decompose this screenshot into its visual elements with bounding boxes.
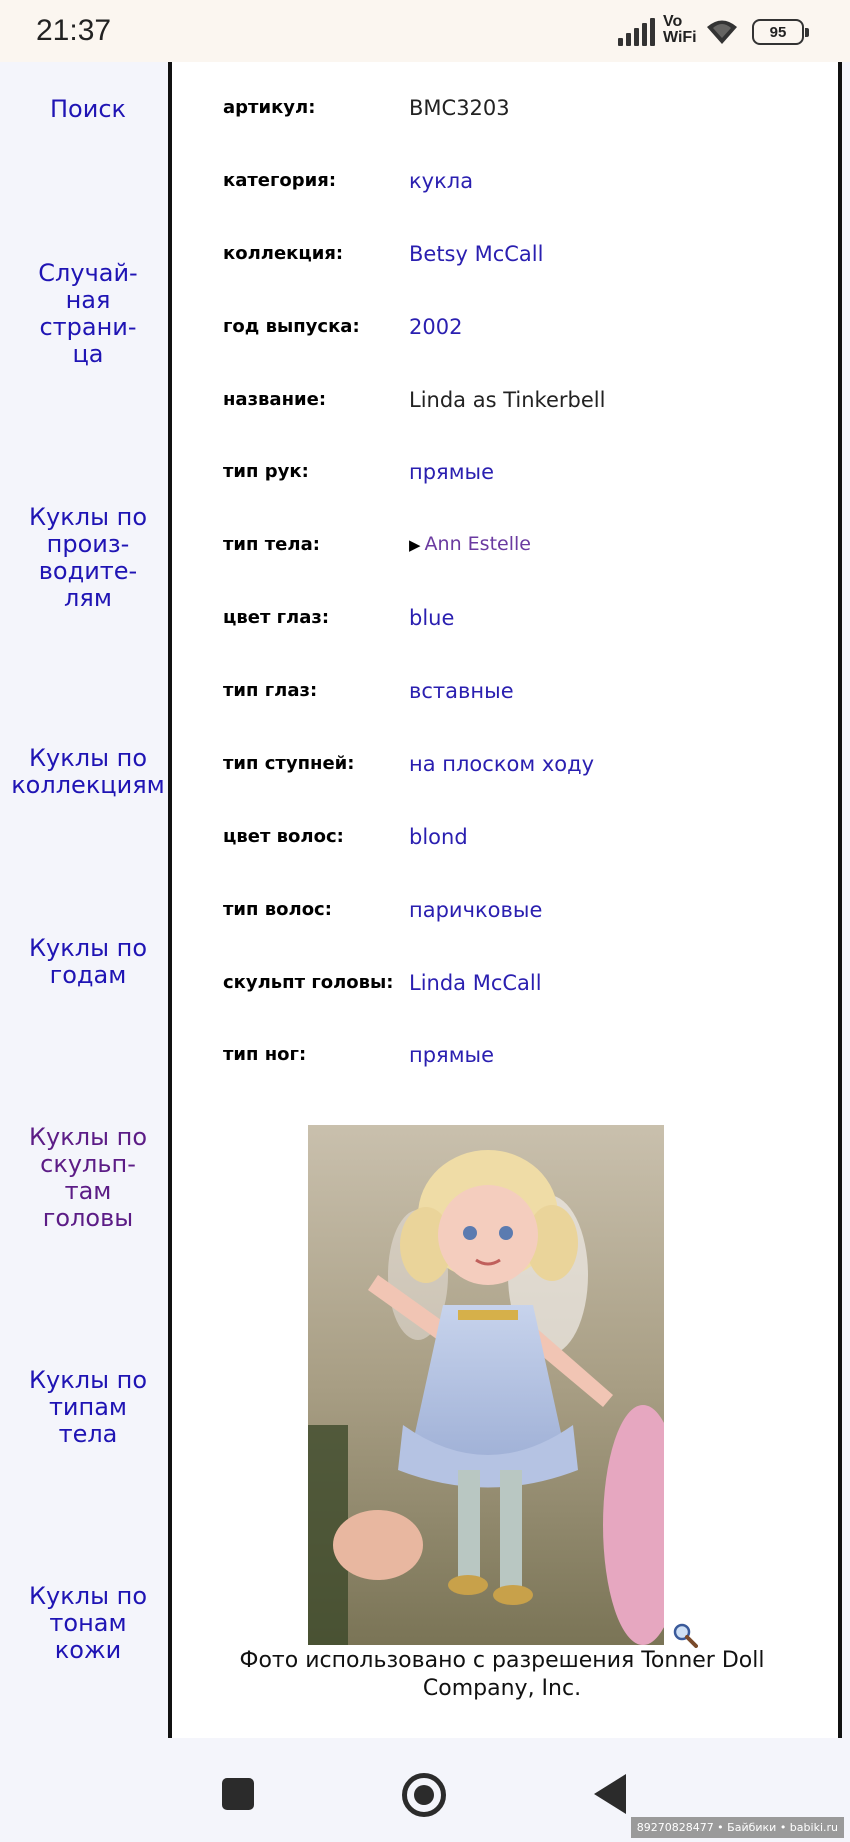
label-release-year: год выпуска: [223,316,360,337]
label-leg-type: тип ног: [223,1044,307,1065]
value-leg-type-link[interactable]: прямые [409,1043,495,1067]
back-button[interactable] [594,1774,626,1814]
doll-photo[interactable] [308,1125,664,1645]
label-collection: коллекция: [223,243,344,264]
recent-apps-button[interactable] [222,1778,254,1810]
label-eye-type: тип глаз: [223,680,318,701]
value-hair-type-link[interactable]: паричковые [409,898,543,922]
home-button[interactable] [402,1773,446,1817]
label-hair-type: тип волос: [223,899,332,920]
value-arm-type-link[interactable]: прямые [409,460,495,484]
sidebar-item-search[interactable]: Поиск [49,95,127,123]
sidebar-item-by-manufacturers[interactable]: Куклы по произ- водите- лям [28,503,148,612]
value-article: BMC3203 [409,96,510,120]
watermark: 89270828477 • Байбики • babiki.ru [631,1817,844,1838]
value-collection-link[interactable]: Betsy McCall [409,242,544,266]
label-eye-color: цвет глаз: [223,607,330,628]
label-head-sculpt: скульпт головы: [223,972,394,993]
label-category: категория: [223,170,337,191]
value-eye-color-link[interactable]: blue [409,606,455,630]
label-foot-type: тип ступней: [223,753,355,774]
value-category-link[interactable]: кукла [409,169,474,193]
sidebar-item-by-years[interactable]: Куклы по годам [28,934,148,989]
label-body-type: тип тела: [223,534,320,555]
value-body-type-text: Ann Estelle [424,533,531,555]
doll-details-panel [172,62,838,1738]
label-name: название: [223,389,327,410]
value-body-type-expander[interactable] [409,533,531,555]
photo-caption: Фото использовано с разрешения Tonner Doll Company, Inc. [239,1648,765,1701]
value-head-sculpt-link[interactable]: Linda McCall [409,971,542,995]
signal-icon [618,18,658,46]
vowifi-icon: Vo WiFi [663,13,697,46]
clock: 21:37 [36,14,112,47]
value-hair-color-link[interactable]: blond [409,825,468,849]
value-name: Linda as Tinkerbell [409,388,606,412]
battery-level: 95 [769,23,787,41]
status-bar [0,0,850,62]
wifi-icon [704,16,740,46]
magnifier-icon[interactable] [672,1622,698,1648]
battery-icon [752,19,804,45]
value-foot-type-link[interactable]: на плоском ходу [409,752,595,776]
sidebar-item-random-page[interactable]: Случай- ная страни- ца [38,259,138,368]
content-right-border [838,62,842,1738]
label-article: артикул: [223,97,316,118]
sidebar-item-by-body-types[interactable]: Куклы по типам тела [28,1366,148,1448]
sidebar-item-by-skin-tones[interactable]: Куклы по тонам кожи [28,1582,148,1664]
label-hair-color: цвет волос: [223,826,344,847]
value-eye-type-link[interactable]: вставные [409,679,514,703]
value-release-year-link[interactable]: 2002 [409,315,463,339]
sidebar-item-by-collections[interactable]: Куклы по коллекциям [11,744,165,799]
sidebar-item-by-head-sculpts[interactable]: Куклы по скульп- там головы [28,1123,148,1232]
sidebar [0,62,170,1738]
expand-triangle-icon: ▶ [409,536,421,554]
label-arm-type: тип рук: [223,461,309,482]
